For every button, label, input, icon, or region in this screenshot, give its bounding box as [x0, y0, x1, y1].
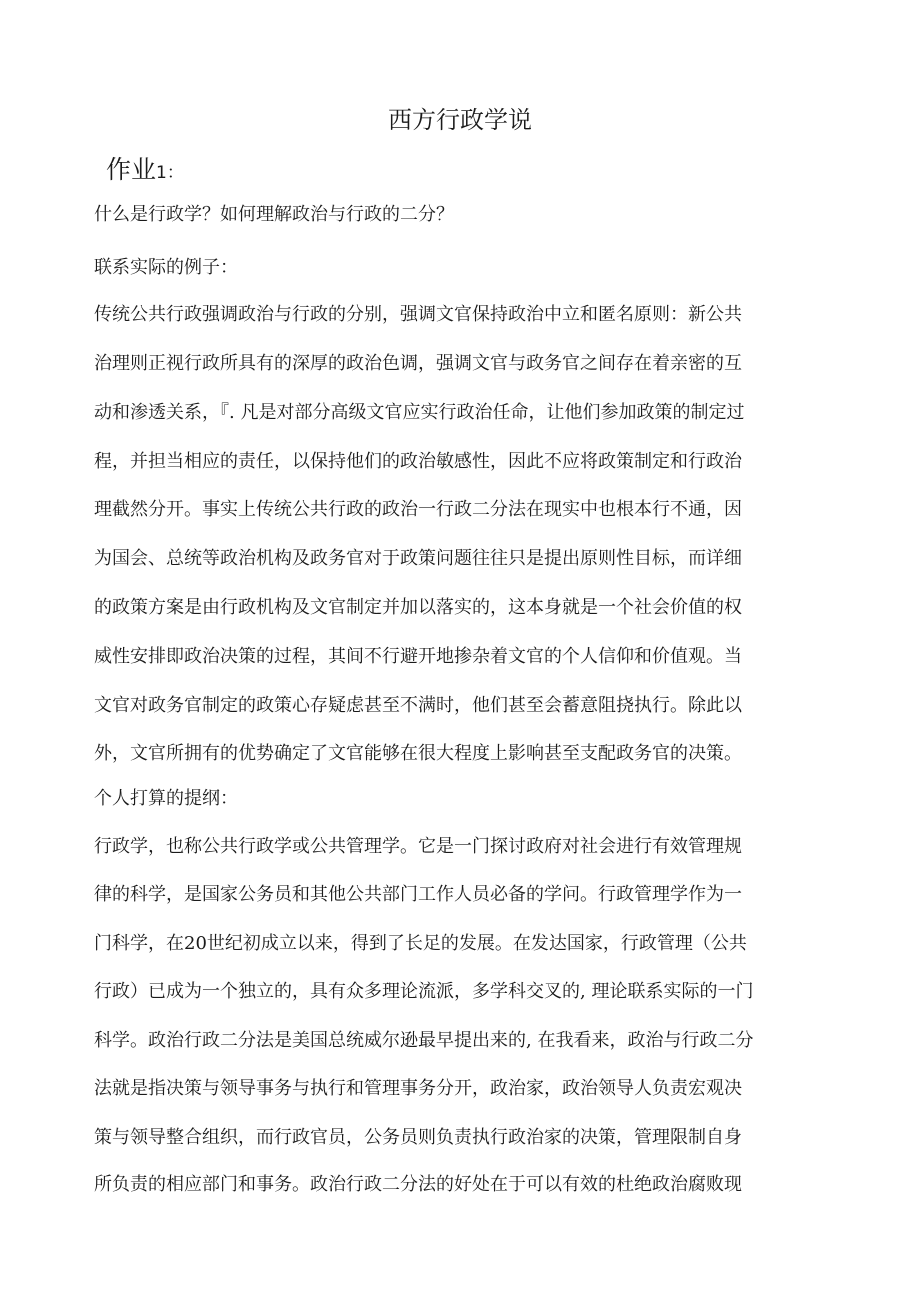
question-line: 什么是行政学？如何理解政治与行政的二分？: [94, 204, 454, 225]
text-line: 传统公共行政强调政治与行政的分别，强调文官保持政治中立和匿名原则：新公共: [94, 304, 742, 325]
text-line: 程，并担当相应的责任，以保持他们的政治敏感性，因此不应将政策制定和行政治: [94, 451, 742, 472]
text-line: 门科学，在20世纪初成立以来，得到了长足的发展。在发达国家，行政管理（公共: [94, 933, 747, 954]
assignment-heading-number: 1：: [156, 163, 184, 183]
text-line: 法就是指决策与领导事务与执行和管理事务分开，政治家，政治领导人负责宏观决: [94, 1078, 742, 1099]
assignment-heading: [106, 150, 184, 193]
text-line: 治理则正视行政所具有的深厚的政治色调，强调文官与政务官之间存在着亲密的互: [94, 353, 742, 374]
text-line: 为国会、总统等政治机构及政务官对于政策问题往往只是提出原则性目标，而详细: [94, 548, 742, 569]
text-line: 行政学，也称公共行政学或公共管理学。它是一门探讨政府对社会进行有效管理规: [94, 836, 742, 857]
document-title: 西方行政学说: [388, 106, 532, 134]
subheading-example: 联系实际的例子：: [94, 257, 238, 278]
subheading-outline: 个人打算的提纲：: [94, 788, 238, 809]
assignment-heading-text: 作业: [106, 155, 157, 184]
text-line: 律的科学，是国家公务员和其他公共部门工作人员必备的学问。行政管理学作为一: [94, 884, 742, 905]
text-line: 动和渗透关系，『. 凡是对部分高级文官应实行政治任命，让他们参加政策的制定过: [94, 402, 745, 423]
text-line: 的政策方案是由行政机构及文官制定并加以落实的，这本身就是一个社会价值的权: [94, 597, 742, 618]
text-line: 外，文官所拥有的优势确定了文官能够在很大程度上影响甚至支配政务官的决策。: [94, 743, 742, 764]
text-line: 威性安排即政治决策的过程，其间不行避开地掺杂着文官的个人信仰和价值观。当: [94, 646, 742, 667]
text-line: 策与领导整合组织，而行政官员，公务员则负责执行政治家的决策，管理限制自身: [94, 1127, 742, 1148]
text-line: 文官对政务官制定的政策心存疑虑甚至不满时，他们甚至会蓄意阻挠执行。除此以: [94, 695, 742, 716]
text-line: 科学。政治行政二分法是美国总统威尔逊最早提出来的, 在我看来，政治与行政二分: [94, 1030, 754, 1051]
text-line: 行政）已成为一个独立的，具有众多理论流派，多学科交叉的, 理论联系实际的一门: [94, 981, 754, 1002]
text-line: 所负责的相应部门和事务。政治行政二分法的好处在于可以有效的杜绝政治腐败现: [94, 1174, 742, 1195]
text-line: 理截然分开。事实上传统公共行政的政治一行政二分法在现实中也根本行不通，因: [94, 499, 742, 520]
